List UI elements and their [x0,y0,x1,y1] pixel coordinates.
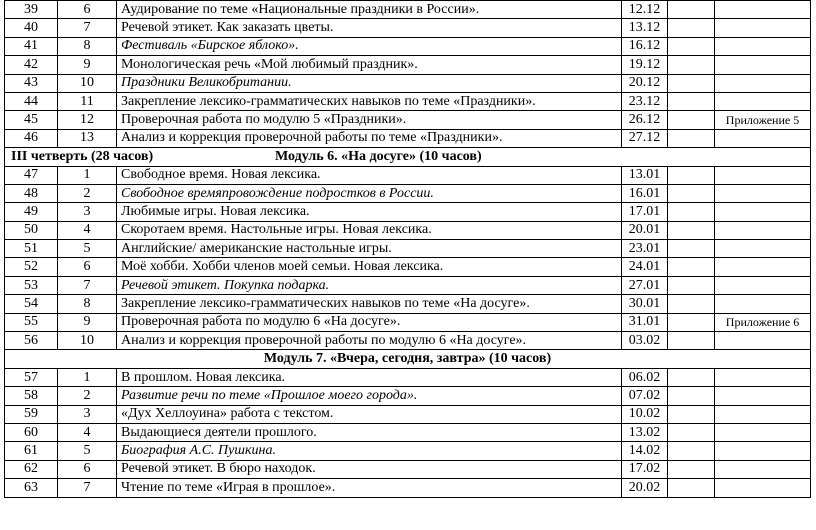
lesson-topic: Развитие речи по теме «Прошлое моего города». [117,387,622,405]
module7-title: Модуль 7. «Вчера, сегодня, завтра» (10 часов) [5,350,811,368]
table-row [5,221,811,239]
empty-cell [668,111,715,129]
lesson-topic: Речевой этикет. Как заказать цветы. [117,19,622,37]
lesson-in-module: 4 [58,221,117,239]
empty-cell [668,240,715,258]
lesson-date: 30.01 [622,295,668,313]
lesson-date: 14.02 [622,442,668,460]
lesson-number: 48 [5,184,58,202]
empty-cell [668,37,715,55]
lesson-note [715,19,811,37]
empty-cell [668,295,715,313]
lesson-in-module: 10 [58,74,117,92]
lesson-date: 19.12 [622,56,668,74]
lesson-date: 13.12 [622,19,668,37]
lesson-number: 57 [5,368,58,386]
lesson-in-module: 1 [58,166,117,184]
empty-cell [668,203,715,221]
lesson-date: 16.01 [622,184,668,202]
table-row [5,203,811,221]
empty-cell [668,19,715,37]
empty-cell [668,92,715,110]
lesson-date: 20.12 [622,74,668,92]
lesson-in-module: 8 [58,37,117,55]
section-row-module7 [5,350,811,368]
lesson-in-module: 3 [58,405,117,423]
lesson-in-module: 9 [58,56,117,74]
table-row [5,460,811,478]
lesson-in-module: 1 [58,368,117,386]
lesson-topic: Закрепление лексико-грамматических навыков по теме «Праздники». [117,92,622,110]
lesson-in-module: 6 [58,460,117,478]
empty-cell [668,276,715,294]
empty-cell [668,166,715,184]
lesson-date: 03.02 [622,332,668,350]
empty-cell [668,184,715,202]
lesson-note [715,460,811,478]
lesson-number: 51 [5,240,58,258]
lesson-topic: Проверочная работа по модулю 5 «Праздники». [117,111,622,129]
lesson-date: 07.02 [622,387,668,405]
lesson-note [715,240,811,258]
table-row [5,74,811,92]
lesson-in-module: 12 [58,111,117,129]
lesson-note [715,56,811,74]
lesson-date: 27.12 [622,129,668,147]
lesson-note [715,184,811,202]
lesson-note [715,258,811,276]
lesson-note [715,387,811,405]
lesson-date: 20.01 [622,221,668,239]
lesson-number: 44 [5,92,58,110]
lesson-in-module: 11 [58,92,117,110]
table-row [5,129,811,147]
lesson-in-module: 6 [58,1,117,19]
lesson-date: 23.12 [622,92,668,110]
lesson-topic: Проверочная работа по модулю 6 «На досуге». [117,313,622,331]
section-module7-header [5,350,811,368]
lesson-topic: Свободное время. Новая лексика. [117,166,622,184]
lesson-date: 31.01 [622,313,668,331]
lesson-topic: Речевой этикет. В бюро находок. [117,460,622,478]
lesson-date: 10.02 [622,405,668,423]
lesson-note [715,368,811,386]
rows-module7 [5,368,811,497]
lesson-date: 23.01 [622,240,668,258]
empty-cell [668,74,715,92]
lesson-in-module: 7 [58,479,117,497]
lesson-in-module: 3 [58,203,117,221]
lesson-number: 40 [5,19,58,37]
empty-cell [668,442,715,460]
lesson-topic: Скоротаем время. Настольные игры. Новая лексика. [117,221,622,239]
lesson-in-module: 9 [58,313,117,331]
lesson-number: 49 [5,203,58,221]
table-row [5,92,811,110]
lesson-in-module: 8 [58,295,117,313]
lesson-note [715,37,811,55]
lesson-note [715,405,811,423]
lesson-topic: В прошлом. Новая лексика. [117,368,622,386]
section-quarter-header [5,148,811,166]
table-row [5,368,811,386]
lesson-topic: Аудирование по теме «Национальные праздники в России». [117,1,622,19]
table-row [5,387,811,405]
lesson-topic: Анализ и коррекция проверочной работы по теме «Праздники». [117,129,622,147]
lesson-number: 50 [5,221,58,239]
lesson-in-module: 2 [58,387,117,405]
lesson-note [715,74,811,92]
lesson-note [715,423,811,441]
empty-cell [668,1,715,19]
lesson-topic: Выдающиеся деятели прошлого. [117,423,622,441]
empty-cell [668,423,715,441]
lesson-date: 24.01 [622,258,668,276]
lesson-in-module: 13 [58,129,117,147]
empty-cell [668,313,715,331]
lesson-topic: Речевой этикет. Покупка подарка. [117,276,622,294]
lesson-note [715,332,811,350]
lesson-topic: Чтение по теме «Играя в прошлое». [117,479,622,497]
rows-module5 [5,1,811,148]
lesson-number: 62 [5,460,58,478]
lesson-number: 53 [5,276,58,294]
table-row [5,405,811,423]
lesson-topic: Моё хобби. Хобби членов моей семьи. Новая лексика. [117,258,622,276]
lesson-note [715,276,811,294]
lesson-date: 13.02 [622,423,668,441]
lesson-number: 56 [5,332,58,350]
lesson-number: 39 [5,1,58,19]
table-row [5,313,811,331]
lesson-topic: «Дух Хеллоуина» работа с текстом. [117,405,622,423]
lesson-note: Приложение 5 [715,111,811,129]
lesson-in-module: 5 [58,240,117,258]
empty-cell [668,129,715,147]
empty-cell [668,387,715,405]
empty-cell [668,258,715,276]
table-row [5,111,811,129]
module6-title: Модуль 6. «На досуге» (10 часов) [275,148,482,164]
lesson-topic: Свободное времяпровождение подростков в России. [117,184,622,202]
lesson-number: 58 [5,387,58,405]
table-row [5,442,811,460]
lesson-note [715,442,811,460]
table-row [5,423,811,441]
lesson-date: 26.12 [622,111,668,129]
empty-cell [668,56,715,74]
lesson-number: 41 [5,37,58,55]
table-row [5,19,811,37]
lesson-note [715,203,811,221]
table-row [5,37,811,55]
rows-module6 [5,166,811,350]
table-row [5,295,811,313]
empty-cell [668,460,715,478]
lesson-number: 43 [5,74,58,92]
lesson-topic: Монологическая речь «Мой любимый праздник». [117,56,622,74]
lesson-topic: Закрепление лексико-грамматических навыков по теме «На досуге». [117,295,622,313]
table-row [5,276,811,294]
lesson-date: 20.02 [622,479,668,497]
table-row [5,1,811,19]
lesson-date: 17.02 [622,460,668,478]
lesson-plan-table [4,0,811,498]
empty-cell [668,332,715,350]
lesson-number: 46 [5,129,58,147]
lesson-number: 45 [5,111,58,129]
lesson-date: 12.12 [622,1,668,19]
lesson-note [715,166,811,184]
lesson-in-module: 6 [58,258,117,276]
lesson-number: 55 [5,313,58,331]
lesson-number: 47 [5,166,58,184]
lesson-in-module: 7 [58,19,117,37]
table-row [5,56,811,74]
lesson-note [715,295,811,313]
lesson-note: Приложение 6 [715,313,811,331]
lesson-topic: Праздники Великобритании. [117,74,622,92]
lesson-number: 42 [5,56,58,74]
lesson-number: 59 [5,405,58,423]
table-row [5,240,811,258]
lesson-note [715,221,811,239]
table-row [5,166,811,184]
lesson-in-module: 4 [58,423,117,441]
lesson-date: 06.02 [622,368,668,386]
lesson-note [715,129,811,147]
lesson-date: 27.01 [622,276,668,294]
lesson-note [715,92,811,110]
empty-cell [668,221,715,239]
table-row [5,332,811,350]
lesson-topic: Биография А.С. Пушкина. [117,442,622,460]
lesson-number: 63 [5,479,58,497]
table-row [5,184,811,202]
lesson-in-module: 7 [58,276,117,294]
table-row [5,479,811,497]
lesson-topic: Фестиваль «Бирское яблоко». [117,37,622,55]
empty-cell [668,405,715,423]
lesson-number: 54 [5,295,58,313]
lesson-in-module: 2 [58,184,117,202]
lesson-date: 17.01 [622,203,668,221]
table-row [5,258,811,276]
lesson-number: 60 [5,423,58,441]
lesson-note [715,479,811,497]
lesson-in-module: 5 [58,442,117,460]
empty-cell [668,479,715,497]
lesson-topic: Английские/ американские настольные игры. [117,240,622,258]
lesson-in-module: 10 [58,332,117,350]
section-row-quarter3 [5,148,811,166]
lesson-topic: Анализ и коррекция проверочной работы по модулю 6 «На досуге». [117,332,622,350]
lesson-topic: Любимые игры. Новая лексика. [117,203,622,221]
lesson-date: 16.12 [622,37,668,55]
quarter-title: III четверть (28 часов) [11,148,154,164]
lesson-note [715,1,811,19]
empty-cell [668,368,715,386]
lesson-number: 52 [5,258,58,276]
lesson-number: 61 [5,442,58,460]
lesson-date: 13.01 [622,166,668,184]
